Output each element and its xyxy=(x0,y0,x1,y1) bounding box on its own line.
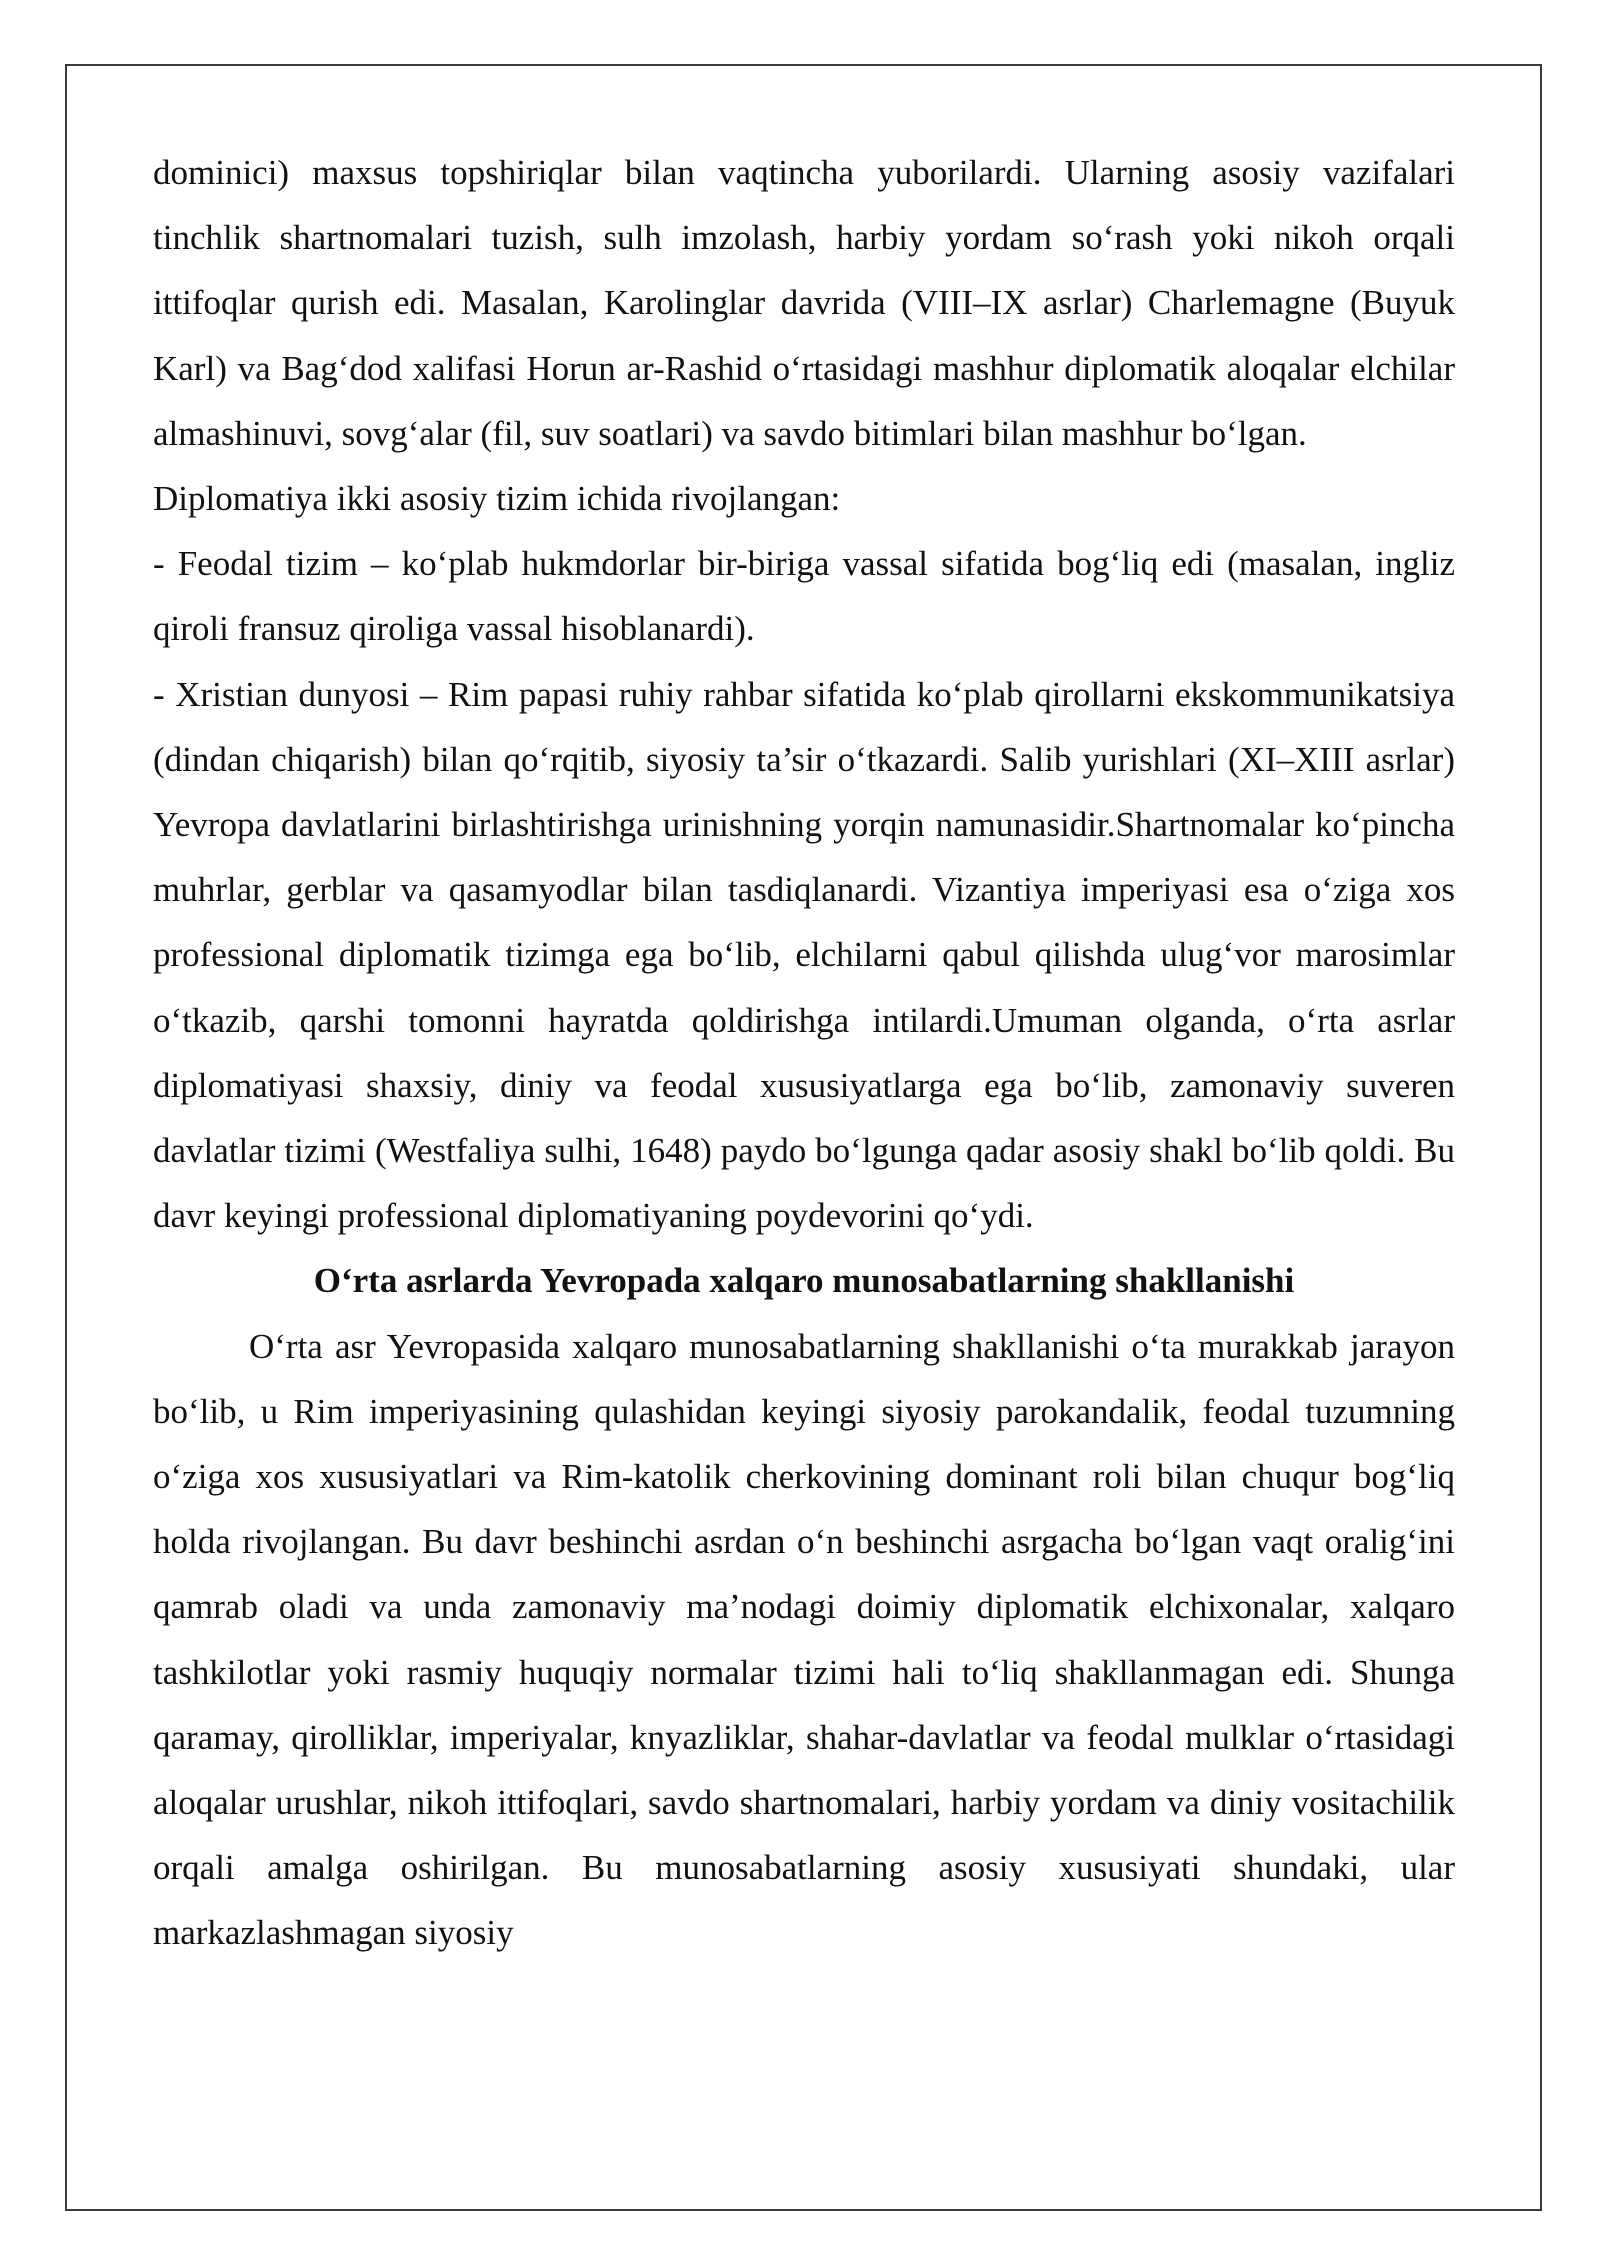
paragraph-section-body: O‘rta asr Yevropasida xalqaro munosabatlarning shakllanishi o‘ta murakkab jarayon bo‘lib, u Rim imperiyasining qulashidan keyingi siyosiy parokandalik, feodal tuzumning o‘ziga xos xususiyatlari va Rim-katolik cherkovining dominant roli bilan chuqur bog‘liq holda rivojlangan. Bu davr beshinchi asrdan o‘n beshinchi asrgacha bo‘lgan vaqt oralig‘ini qamrab oladi va unda zamonaviy ma’nodagi doimiy diplomatik elchixonalar, xalqaro tashkilotlar yoki rasmiy huquqiy normalar tizimi hali to‘liq shakllanmagan edi. Shunga qaramay, qirolliklar, imperiyalar, knyazliklar, shahar-davlatlar va feodal mulklar o‘rtasidagi aloqalar urushlar, nikoh ittifoqlari, savdo shartnomalari, harbiy yordam va diniy vositachilik orqali amalga oshirilgan. Bu munosabatlarning asosiy xususiyati shundaki, ular markazlashmagan siyosiy xyxy=(153,1326,1455,1953)
section-heading: O‘rta asrlarda Yevropada xalqaro munosabatlarning shakllanishi xyxy=(313,1261,1295,1301)
list-item-feudal-system: - Feodal tizim – ko‘plab hukmdorlar bir-biriga vassal sifatida bog‘liq edi (masalan, ingliz qiroli fransuz qiroliga vassal hisoblanardi). xyxy=(153,544,1455,649)
paragraph-diplomats: dominici) maxsus topshiriqlar bilan vaqtincha yuborilardi. Ularning asosiy vazifalari tinchlik shartnomalari tuzish, sulh imzolash, harbiy yordam so‘rash yoki nikoh orqali ittifoqlar qurish edi. Masalan, Karolinglar davrida (VIII–IX asrlar) Charlemagne (Buyuk Karl) va Bag‘dod xalifasi Horun ar-Rashid o‘rtasidagi mashhur diplomatik aloqalar elchilar almashinuvi, sovg‘alar (fil, suv soatlari) va savdo bitimlari bilan mashhur bo‘lgan. xyxy=(153,153,1455,453)
paragraph-two-systems-intro: Diplomatiya ikki asosiy tizim ichida rivojlangan: xyxy=(153,479,841,519)
list-item-christian-world: - Xristian dunyosi – Rim papasi ruhiy rahbar sifatida ko‘plab qirollarni ekskommunikatsiya (dindan chiqarish) bilan qo‘rqitib, siyosiy ta’sir o‘tkazardi. Salib yurishlari (XI–XIII asrlar) Yevropa davlatlarini birlashtirishga urinishning yorqin namunasidir.Shartnomalar ko‘pincha muhrlar, gerblar va qasamyodlar bilan tasdiqlanardi. Vizantiya imperiyasi esa o‘ziga xos professional diplomatik tizimga ega bo‘lib, elchilarni qabul qilishda ulug‘vor marosimlar o‘tkazib, qarshi tomonni hayratda qoldirishga intilardi.Umuman olganda, o‘rta asrlar diplomatiyasi shaxsiy, diniy va feodal xususiyatlarga ega bo‘lib, zamonaviy suveren davlatlar tizimi (Westfaliya sulhi, 1648) paydo bo‘lgunga qadar asosiy shakl bo‘lib qoldi. Bu davr keyingi professional diplomatiyaning poydevorini qo‘ydi. xyxy=(153,674,1455,1236)
document-body xyxy=(153,140,1455,1966)
